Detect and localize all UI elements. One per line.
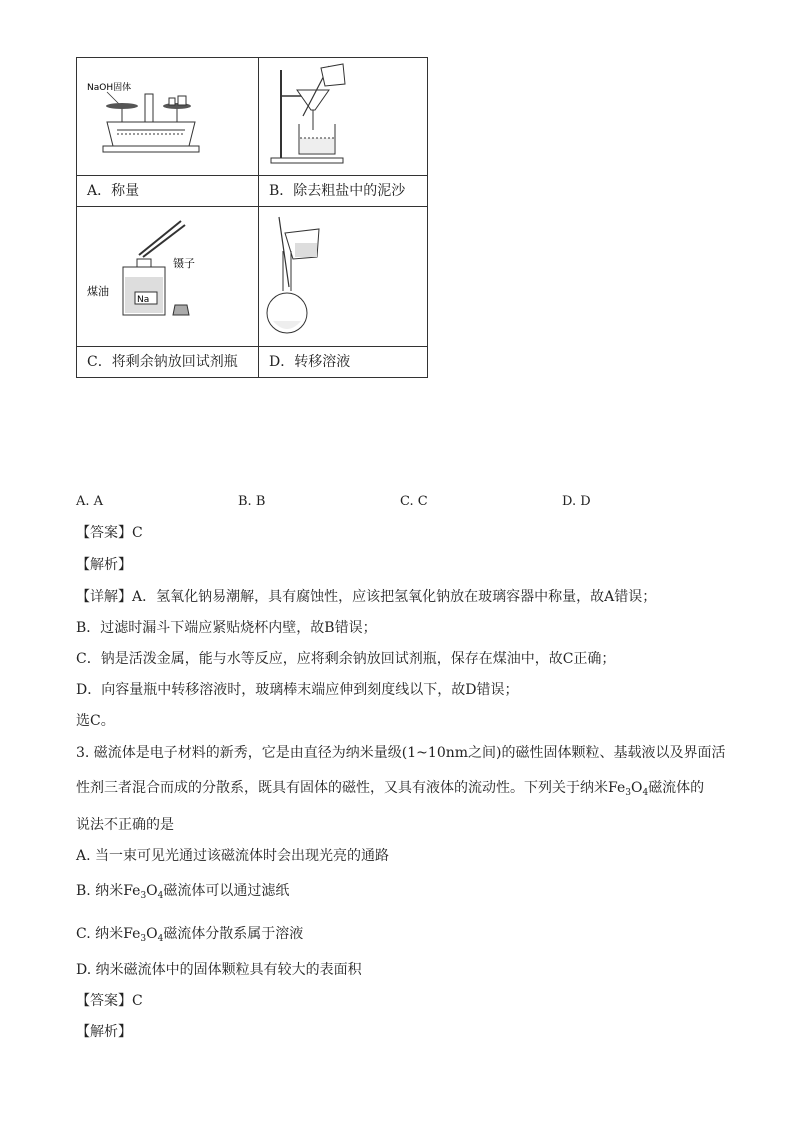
q3-option-a: A. 当一束可见光通过该磁流体时会出现光亮的通路 [76,848,390,864]
filtration-image-cell [259,58,428,176]
q2-option-d: D. D [562,494,591,509]
volumetric-flask-illustration [259,207,407,342]
q2-detail-b: B．过滤时漏斗下端应紧贴烧杯内壁，故B错误； [76,620,377,636]
experiment-table [76,57,428,378]
naoh-label: NaOH固体 [87,83,132,93]
transfer-image-cell [259,207,428,347]
q3-option-c: C. 纳米$Fe_3O_4$磁流体分散系属于溶液 [76,926,304,944]
na-label: Na [137,295,150,305]
q2-detail-a: 【详解】A．氢氧化钠易潮解，具有腐蚀性，应该把氢氧化钠放在玻璃容器中称量，故A错误； [76,589,657,605]
tweezers-label: 镊子 [173,257,195,270]
q3-stem-line-2: 性剂三者混合而成的分散系，既具有固体的磁性，又具有液体的流动性。下列关于纳米$Fe_3O_4$磁流体的 [76,780,705,798]
option-c-label-cell: C．将剩余钠放回试剂瓶 [77,347,259,378]
q2-analysis-heading: 【解析】 [76,557,132,573]
q2-detail-d: D．向容量瓶中转移溶液时，玻璃棒末端应伸到刻度线以下，故D错误； [76,682,519,698]
sodium-bottle-illustration [77,207,238,342]
q3-stem-line-1: 3. 磁流体是电子材料的新秀，它是由直径为纳米量级(1~10nm之间)的磁性固体颗粒、基载液以及界面活 [76,745,726,761]
q3-analysis-heading: 【解析】 [76,1024,132,1040]
balance-image-cell [77,58,259,176]
q3-option-d: D. 纳米磁流体中的固体颗粒具有较大的表面积 [76,962,362,978]
q3-stem-line-3: 说法不正确的是 [76,817,174,833]
filtration-illustration [259,58,407,171]
option-d-label-cell: D．转移溶液 [259,347,428,378]
fe3o4-formula: $Fe_3O_4$ [608,780,649,798]
fe3o4-formula: $Fe_3O_4$ [123,883,164,901]
q2-detail-c: C．钠是活泼金属，能与水等反应，应将剩余钠放回试剂瓶，保存在煤油中，故C正确； [76,651,616,667]
q2-option-c: C. C [400,494,428,509]
q2-option-a: A. A [76,494,104,509]
q2-choice: 选C。 [76,713,115,729]
option-a-label-cell: A．称量 [77,176,259,207]
sodium-image-cell [77,207,259,347]
q3-option-b: B. 纳米$Fe_3O_4$磁流体可以通过滤纸 [76,883,290,901]
fe3o4-formula: $Fe_3O_4$ [123,926,164,944]
q2-option-b: B. B [238,494,266,509]
kerosene-label: 煤油 [87,285,109,298]
option-b-label-cell: B．除去粗盐中的泥沙 [259,176,428,207]
balance-illustration [77,58,238,171]
q3-answer: 【答案】C [76,993,143,1009]
q2-answer: 【答案】C [76,525,143,541]
